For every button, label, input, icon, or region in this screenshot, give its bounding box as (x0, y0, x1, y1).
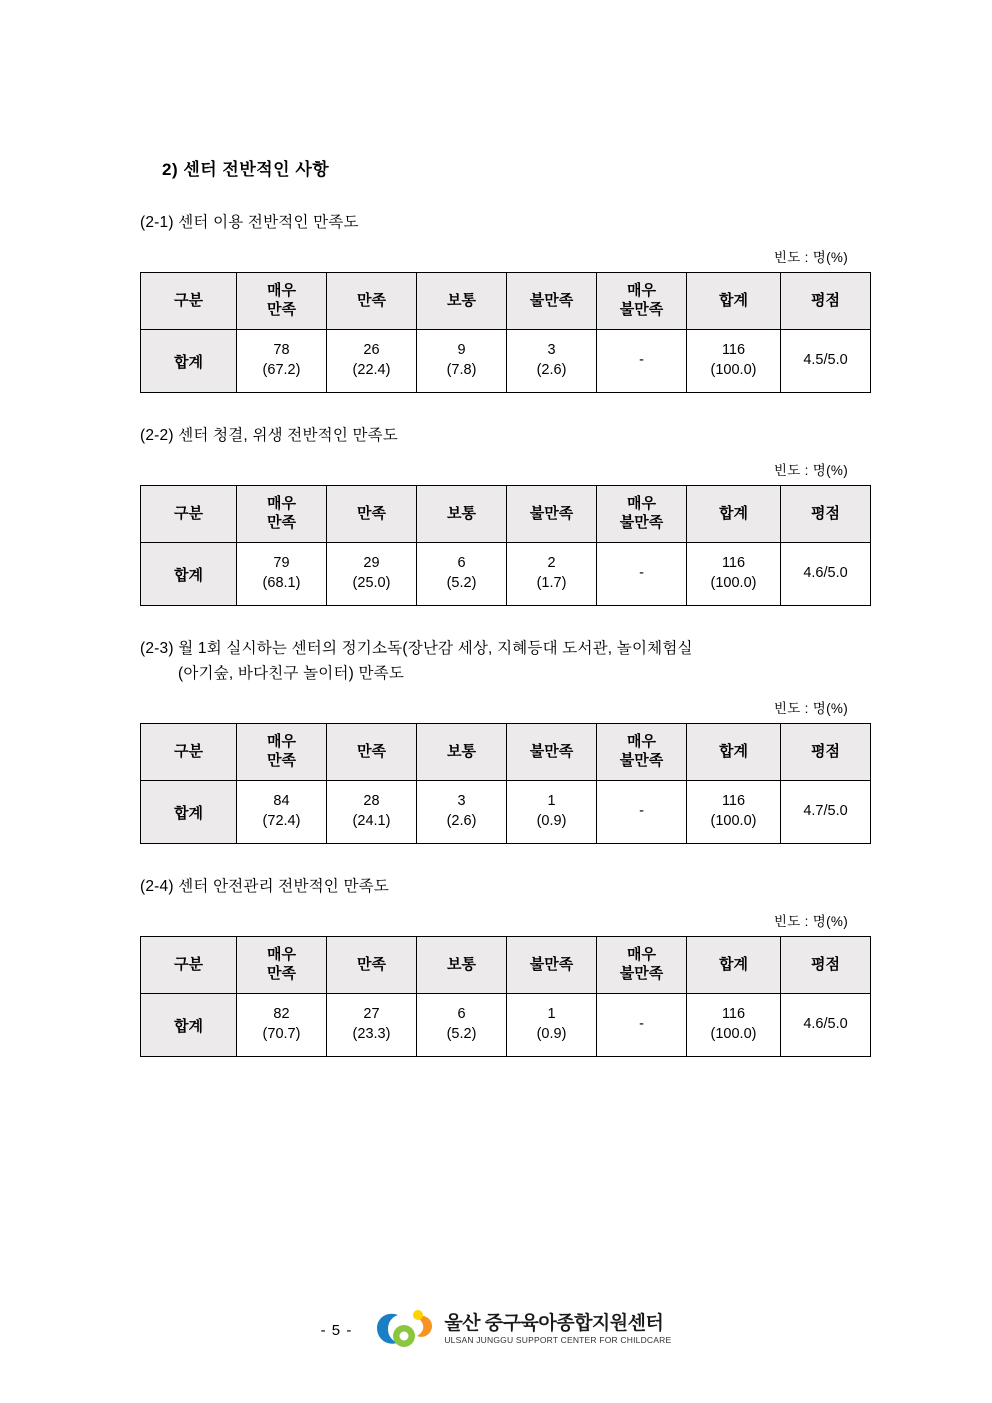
col-header-very-dissatisfied-line2: 불만족 (619, 514, 664, 531)
cell-value: 29 (363, 555, 380, 572)
col-header-average: 평점 (781, 724, 871, 781)
col-header-very-satisfied-line2: 만족 (267, 514, 296, 531)
cell-very-satisfied (237, 543, 327, 606)
organization-logo (374, 1309, 671, 1351)
cell-neutral (417, 330, 507, 393)
cell-percent: (100.0) (710, 362, 757, 378)
cell-value: - (639, 1016, 644, 1033)
cell-value: 27 (363, 1006, 380, 1023)
page-number: - 5 - (320, 1321, 353, 1339)
table-header-row (141, 937, 871, 994)
cell-value: 6 (457, 555, 466, 572)
cell-neutral (417, 543, 507, 606)
cell-satisfied (327, 330, 417, 393)
cell-satisfied (327, 543, 417, 606)
table-row (141, 330, 871, 393)
col-header-very-satisfied-line1: 매우 (267, 495, 296, 513)
table-row (141, 543, 871, 606)
cell-value: 1 (547, 793, 556, 810)
col-header-category: 구분 (141, 937, 237, 994)
cell-dissatisfied (507, 543, 597, 606)
col-header-very-dissatisfied-line2: 불만족 (619, 752, 664, 769)
col-header-satisfied: 만족 (327, 937, 417, 994)
cell-percent: (2.6) (536, 362, 567, 378)
col-header-total: 합계 (687, 937, 781, 994)
cell-percent: (24.1) (352, 813, 391, 829)
cell-percent: (5.2) (446, 575, 477, 591)
col-header-very-dissatisfied-line1: 매우 (627, 733, 656, 751)
col-header-very-satisfied (237, 937, 327, 994)
unit-note-2-1: 빈도 : 명(%) (773, 250, 848, 265)
col-header-satisfied: 만족 (327, 724, 417, 781)
logo-name-en: ULSAN JUNGGU SUPPORT CENTER FOR CHILDCARE (444, 1335, 672, 1346)
cell-average: 4.7/5.0 (781, 781, 871, 844)
question-label-2-2-text: (2-2) 센터 청결, 위생 전반적인 만족도 (140, 427, 399, 444)
cell-very-dissatisfied (597, 543, 687, 606)
row-label: 합계 (141, 781, 237, 844)
cell-value: - (639, 803, 644, 820)
col-header-neutral: 보통 (417, 937, 507, 994)
cell-value: 2 (547, 555, 556, 572)
cell-percent: (100.0) (710, 1026, 757, 1042)
cell-neutral (417, 781, 507, 844)
col-header-very-satisfied-line1: 매우 (267, 282, 296, 300)
question-label-2-4-text: (2-4) 센터 안전관리 전반적인 만족도 (140, 878, 390, 895)
cell-very-satisfied (237, 330, 327, 393)
logo-name-kr: 울산 중구육아종합지원센터 (444, 1313, 664, 1335)
table-header-row (141, 486, 871, 543)
col-header-very-dissatisfied (597, 273, 687, 330)
cell-value: 3 (547, 342, 556, 359)
stat-table-2-3 (140, 723, 871, 844)
col-header-total: 합계 (687, 724, 781, 781)
col-header-very-satisfied-line1: 매우 (267, 946, 296, 964)
col-header-satisfied: 만족 (327, 273, 417, 330)
col-header-very-dissatisfied-line2: 불만족 (619, 965, 664, 982)
col-header-very-satisfied-line1: 매우 (267, 733, 296, 751)
col-header-very-dissatisfied-line2: 불만족 (619, 301, 664, 318)
cell-percent: (0.9) (536, 813, 567, 829)
col-header-category: 구분 (141, 486, 237, 543)
cell-dissatisfied (507, 781, 597, 844)
col-header-neutral: 보통 (417, 486, 507, 543)
col-header-very-satisfied-line2: 만족 (267, 301, 296, 318)
question-label-2-4 (140, 844, 852, 896)
stat-table-2-4 (140, 936, 871, 1057)
cell-dissatisfied (507, 994, 597, 1057)
cell-value: 79 (273, 555, 290, 572)
logo-mark-icon (374, 1309, 436, 1351)
col-header-very-dissatisfied (597, 486, 687, 543)
col-header-dissatisfied: 불만족 (507, 724, 597, 781)
cell-value: 1 (547, 1006, 556, 1023)
col-header-category: 구분 (141, 724, 237, 781)
row-label: 합계 (141, 543, 237, 606)
cell-very-dissatisfied (597, 330, 687, 393)
cell-percent: (1.7) (536, 575, 567, 591)
col-header-average: 평점 (781, 937, 871, 994)
col-header-very-satisfied (237, 724, 327, 781)
col-header-very-satisfied (237, 486, 327, 543)
col-header-total: 합계 (687, 273, 781, 330)
row-label: 합계 (141, 994, 237, 1057)
cell-value: 116 (721, 342, 746, 359)
cell-value: 116 (721, 1006, 746, 1023)
col-header-neutral: 보통 (417, 724, 507, 781)
unit-note-2-2: 빈도 : 명(%) (773, 463, 848, 478)
col-header-very-dissatisfied (597, 937, 687, 994)
page-footer (0, 1309, 992, 1351)
cell-total (687, 330, 781, 393)
cell-satisfied (327, 781, 417, 844)
page-title: 2) 센터 전반적인 사항 (162, 160, 330, 179)
col-header-total: 합계 (687, 486, 781, 543)
col-header-dissatisfied: 불만족 (507, 486, 597, 543)
cell-neutral (417, 994, 507, 1057)
col-header-dissatisfied: 불만족 (507, 273, 597, 330)
col-header-very-satisfied-line2: 만족 (267, 752, 296, 769)
cell-percent: (70.7) (262, 1026, 301, 1042)
cell-percent: (68.1) (262, 575, 301, 591)
cell-average: 4.6/5.0 (781, 994, 871, 1057)
question-label-2-3 (140, 606, 852, 683)
cell-percent: (100.0) (710, 813, 757, 829)
col-header-category: 구분 (141, 273, 237, 330)
logo-text-block (444, 1314, 671, 1345)
cell-value: 6 (457, 1006, 466, 1023)
col-header-dissatisfied: 불만족 (507, 937, 597, 994)
cell-total (687, 781, 781, 844)
unit-note-2-3: 빈도 : 명(%) (773, 701, 848, 716)
cell-very-dissatisfied (597, 994, 687, 1057)
table-header-row (141, 724, 871, 781)
cell-percent: (72.4) (262, 813, 301, 829)
cell-value: 116 (721, 555, 746, 572)
cell-value: 26 (363, 342, 380, 359)
cell-dissatisfied (507, 330, 597, 393)
question-label-2-3-text: (2-3) 월 1회 실시하는 센터의 정기소독(장난감 세상, 지혜등대 도서관, 놀이체험실 (140, 640, 693, 657)
stat-table-2-2 (140, 485, 871, 606)
cell-percent: (0.9) (536, 1026, 567, 1042)
cell-percent: (2.6) (446, 813, 477, 829)
col-header-average: 평점 (781, 486, 871, 543)
table-header-row (141, 273, 871, 330)
col-header-very-dissatisfied-line1: 매우 (627, 282, 656, 300)
cell-value: 78 (273, 342, 290, 359)
cell-satisfied (327, 994, 417, 1057)
cell-value: 116 (721, 793, 746, 810)
cell-total (687, 994, 781, 1057)
table-row (141, 994, 871, 1057)
unit-note-2-4: 빈도 : 명(%) (773, 914, 848, 929)
col-header-very-dissatisfied-line1: 매우 (627, 495, 656, 513)
question-label-2-2 (140, 393, 852, 445)
cell-percent: (5.2) (446, 1026, 477, 1042)
cell-value: - (639, 352, 644, 369)
cell-percent: (23.3) (352, 1026, 391, 1042)
cell-percent: (67.2) (262, 362, 301, 378)
cell-value: - (639, 565, 644, 582)
col-header-average: 평점 (781, 273, 871, 330)
col-header-neutral: 보통 (417, 273, 507, 330)
cell-value: 28 (363, 793, 380, 810)
cell-percent: (22.4) (352, 362, 391, 378)
cell-value: 82 (273, 1006, 290, 1023)
cell-percent: (25.0) (352, 575, 391, 591)
stat-table-2-1 (140, 272, 871, 393)
cell-very-satisfied (237, 781, 327, 844)
question-label-2-1 (140, 180, 852, 232)
col-header-very-satisfied (237, 273, 327, 330)
cell-percent: (100.0) (710, 575, 757, 591)
row-label: 합계 (141, 330, 237, 393)
cell-total (687, 543, 781, 606)
table-row (141, 781, 871, 844)
col-header-very-satisfied-line2: 만족 (267, 965, 296, 982)
question-label-2-1-text: (2-1) 센터 이용 전반적인 만족도 (140, 214, 359, 231)
cell-very-satisfied (237, 994, 327, 1057)
col-header-very-dissatisfied-line1: 매우 (627, 946, 656, 964)
col-header-satisfied: 만족 (327, 486, 417, 543)
col-header-very-dissatisfied (597, 724, 687, 781)
cell-value: 84 (273, 793, 290, 810)
question-label-2-3-continued: (아기숲, 바다친구 놀이터) 만족도 (178, 665, 404, 682)
cell-very-dissatisfied (597, 781, 687, 844)
cell-average: 4.5/5.0 (781, 330, 871, 393)
cell-percent: (7.8) (446, 362, 477, 378)
cell-average: 4.6/5.0 (781, 543, 871, 606)
cell-value: 9 (457, 342, 466, 359)
cell-value: 3 (457, 793, 466, 810)
